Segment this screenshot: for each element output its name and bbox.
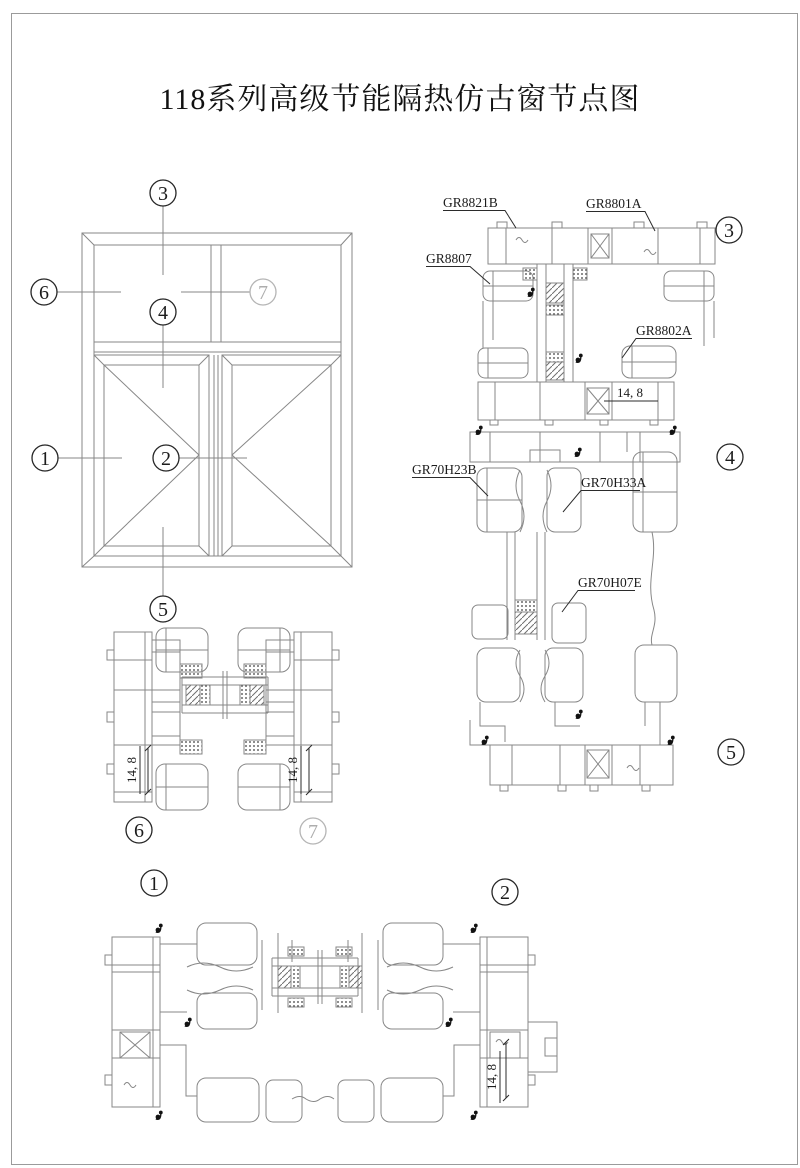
callout-2-detail bbox=[492, 879, 518, 905]
callout-6-elevation bbox=[31, 279, 57, 305]
window-elevation-drawing bbox=[57, 206, 352, 596]
callout-1-elevation bbox=[32, 445, 58, 471]
svg-text:3: 3 bbox=[158, 183, 168, 205]
svg-text:GR70H33A: GR70H33A bbox=[581, 475, 647, 490]
callout-7-detail bbox=[300, 818, 326, 844]
vertical-section-drawing bbox=[470, 222, 715, 791]
callout-4-detail bbox=[717, 444, 743, 470]
svg-text:GR70H23B: GR70H23B bbox=[412, 462, 477, 477]
svg-text:14, 8: 14, 8 bbox=[285, 757, 300, 783]
svg-text:6: 6 bbox=[39, 282, 49, 304]
svg-text:GR70H07E: GR70H07E bbox=[578, 575, 642, 590]
svg-text:2: 2 bbox=[161, 448, 171, 470]
svg-text:4: 4 bbox=[725, 447, 735, 469]
meeting-stile-section-drawing bbox=[105, 923, 557, 1122]
svg-text:1: 1 bbox=[40, 448, 50, 470]
part-label-gr8807 bbox=[426, 251, 490, 284]
jamb-horizontal-section-drawing bbox=[107, 628, 339, 810]
svg-text:7: 7 bbox=[308, 821, 318, 843]
callout-5-detail bbox=[718, 739, 744, 765]
part-label-gr8801a bbox=[586, 196, 655, 231]
callout-1-detail bbox=[141, 870, 167, 896]
svg-text:7: 7 bbox=[258, 282, 268, 304]
callout-5-elevation bbox=[150, 596, 176, 622]
svg-text:4: 4 bbox=[158, 302, 168, 324]
svg-text:14, 8: 14, 8 bbox=[484, 1064, 499, 1090]
svg-text:6: 6 bbox=[134, 820, 144, 842]
svg-text:GR8801A: GR8801A bbox=[586, 196, 642, 211]
part-label-gr70h33a bbox=[563, 475, 647, 512]
svg-text:2: 2 bbox=[500, 882, 510, 904]
svg-text:GR8802A: GR8802A bbox=[636, 323, 692, 338]
dimension-jamb-left bbox=[124, 745, 151, 795]
sheet-title: 118系列高级节能隔热仿古窗节点图 bbox=[159, 83, 641, 116]
callout-6-detail bbox=[126, 817, 152, 843]
part-label-gr8821b bbox=[443, 195, 516, 228]
svg-text:14, 8: 14, 8 bbox=[617, 385, 643, 400]
callout-2-elevation bbox=[153, 445, 179, 471]
svg-text:1: 1 bbox=[149, 873, 159, 895]
dimension-bottom-section bbox=[484, 1039, 509, 1103]
svg-text:3: 3 bbox=[724, 220, 734, 242]
svg-text:GR8807: GR8807 bbox=[426, 251, 472, 266]
callout-7-elevation bbox=[250, 279, 276, 305]
callout-3-elevation bbox=[150, 180, 176, 206]
svg-text:14, 8: 14, 8 bbox=[124, 757, 139, 783]
svg-text:5: 5 bbox=[726, 742, 736, 764]
svg-text:5: 5 bbox=[158, 599, 168, 621]
callout-4-elevation bbox=[150, 299, 176, 325]
part-label-gr70h07e bbox=[562, 575, 642, 612]
svg-text:GR8821B: GR8821B bbox=[443, 195, 498, 210]
callout-3-detail bbox=[716, 217, 742, 243]
